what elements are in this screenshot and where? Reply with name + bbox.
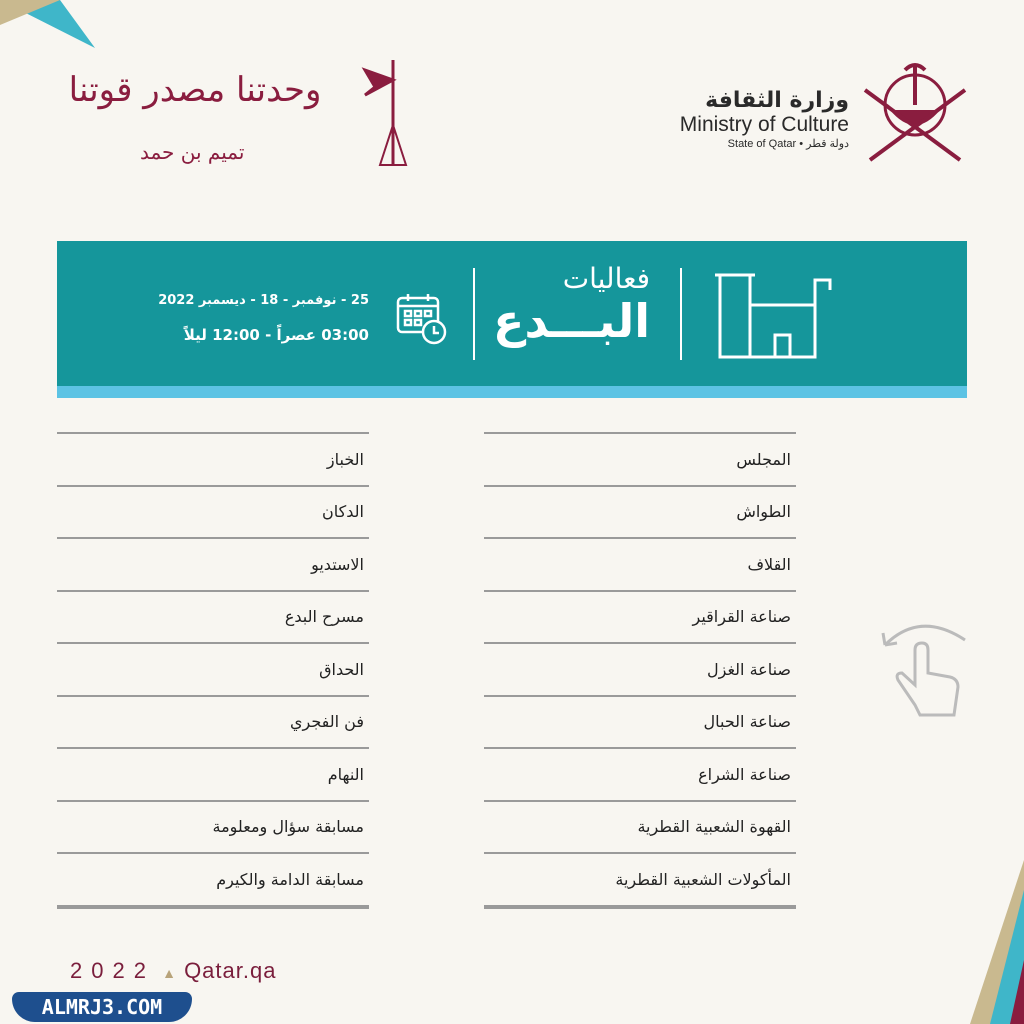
activities-list-left bbox=[57, 432, 369, 909]
list-item: صناعة الشراع bbox=[484, 747, 796, 800]
banner-divider bbox=[473, 268, 475, 360]
activities-list-right bbox=[484, 432, 796, 909]
national-day-logo bbox=[345, 55, 425, 170]
list-item: القلاف bbox=[484, 537, 796, 590]
ministry-block bbox=[680, 88, 849, 150]
list-item: النهام bbox=[57, 747, 369, 800]
calendar-clock-icon bbox=[396, 292, 450, 346]
corner-decoration-bottom bbox=[910, 860, 1024, 1024]
list-item: مسابقة الدامة والكيرم bbox=[57, 852, 369, 905]
list-item: مسابقة سؤال ومعلومة bbox=[57, 800, 369, 853]
event-date: 25 - نوفمبر - 18 - ديسمبر 2022 bbox=[158, 293, 369, 308]
signature: تميم بن حمد bbox=[140, 140, 245, 164]
list-item: الدكان bbox=[57, 485, 369, 538]
banner-strip bbox=[57, 386, 967, 398]
list-item: الخباز bbox=[57, 432, 369, 485]
list-item: صناعة الحبال bbox=[484, 695, 796, 748]
list-item: فن الفجري bbox=[57, 695, 369, 748]
footer-year: 2022 bbox=[70, 958, 155, 983]
swipe-hand-icon bbox=[880, 615, 970, 720]
list-item: الطواش bbox=[484, 485, 796, 538]
list-divider bbox=[484, 905, 796, 909]
list-item: مسرح البدع bbox=[57, 590, 369, 643]
ministry-name-en: Ministry of Culture bbox=[679, 113, 849, 136]
footer bbox=[70, 958, 276, 984]
list-item: صناعة الغزل bbox=[484, 642, 796, 695]
list-divider bbox=[57, 905, 369, 909]
watermark: ALMRJ3.COM bbox=[12, 992, 192, 1022]
corner-decoration bbox=[0, 0, 110, 60]
banner-divider bbox=[680, 268, 682, 360]
title-line2: البـــدع bbox=[493, 294, 650, 348]
list-item: المأكولات الشعبية القطرية bbox=[484, 852, 796, 905]
list-item: الاستديو bbox=[57, 537, 369, 590]
event-title bbox=[480, 262, 650, 347]
footer-site[interactable]: Qatar.qa bbox=[184, 958, 277, 983]
event-time: 03:00 عصراً - 12:00 ليلاً bbox=[183, 326, 369, 344]
state-label: State of Qatar • دولة قطر bbox=[727, 138, 849, 150]
ministry-name-ar: وزارة الثقافة bbox=[705, 88, 849, 113]
list-item: القهوة الشعبية القطرية bbox=[484, 800, 796, 853]
list-item: صناعة القراقير bbox=[484, 590, 796, 643]
list-item: الحداق bbox=[57, 642, 369, 695]
qatar-emblem-icon bbox=[860, 55, 970, 165]
title-line1: فعاليات bbox=[562, 262, 650, 295]
event-schedule bbox=[158, 284, 369, 352]
slogan: وحدتنا مصدر قوتنا bbox=[68, 70, 322, 110]
triangle-icon: ▲ bbox=[162, 965, 177, 981]
list-item: المجلس bbox=[484, 432, 796, 485]
fort-icon bbox=[705, 265, 840, 360]
